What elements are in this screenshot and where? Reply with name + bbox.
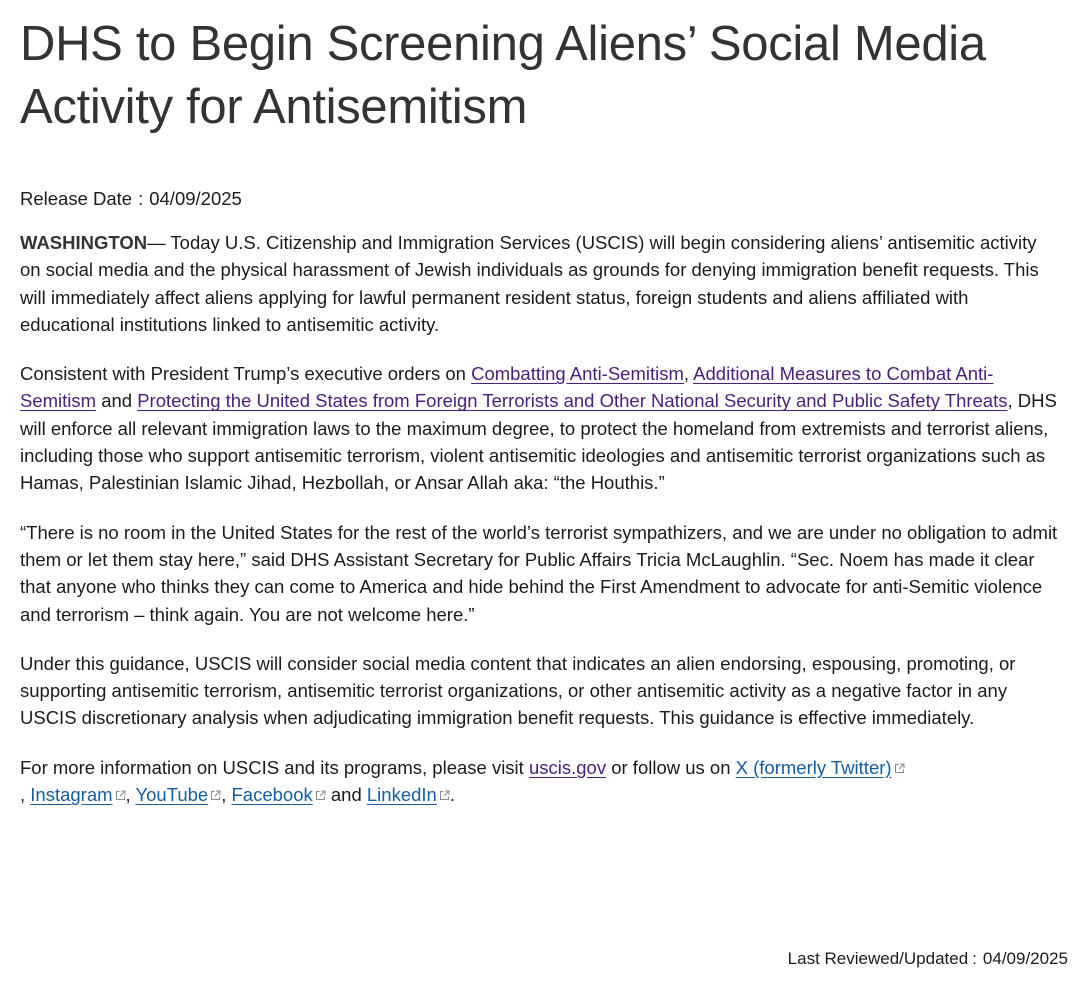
link-facebook[interactable]: Facebook (231, 784, 313, 806)
last-reviewed-date: 04/09/2025 (982, 949, 1068, 968)
paragraph-quote: “There is no room in the United States for the rest of the world’s terrorist sympathizers, and we are under no obligation to admit them or let them stay here,” said DHS Assistant Secretary for Public Affairs Tricia McLaughlin. “Sec. Noem has made it clear that anyone who thinks they can come to America and hide behind the First Amendment to advocate for anti-Semitic violence and terrorism – think again. You are not welcome here.” (20, 521, 1058, 625)
eo-text-1: Consistent with President Trump’s executive orders on (20, 363, 472, 385)
link-youtube[interactable]: YouTube (135, 784, 209, 806)
last-reviewed (788, 946, 1068, 972)
external-link-icon (894, 763, 905, 774)
info-text-3: , (20, 784, 31, 806)
link-linkedin[interactable]: LinkedIn (366, 784, 437, 806)
link-additional-measures[interactable]: Additional Measures to Combat Anti-Semitism (20, 363, 994, 412)
last-reviewed-label: Last Reviewed/Updated (787, 949, 969, 968)
external-link-icon (210, 790, 221, 801)
link-combatting-anti-semitism[interactable]: Combatting Anti-Semitism (471, 363, 684, 385)
paragraph-more-info (20, 754, 1060, 809)
paragraph-guidance: Under this guidance, USCIS will consider social media content that indicates an alien endorsing, espousing, promoting, or supporting antisemitic terrorism, antisemitic terrorist organizations, or other antisemitic activity as a negative factor in any USCIS discretionary analysis when adjudicating immigration benefit requests. This guidance is effective immediately. (20, 652, 1016, 729)
info-text-5: , (221, 784, 232, 806)
info-text-7: . (449, 784, 455, 806)
paragraph-executive-orders (20, 360, 1060, 496)
release-date-separator: : (138, 188, 144, 209)
release-date-value: 04/09/2025 (149, 188, 242, 209)
eo-text-3: and (96, 390, 138, 412)
link-x-twitter[interactable]: X (formerly Twitter) (735, 756, 892, 778)
link-protecting-the-united-states[interactable]: Protecting the United States from Foreign Terrorists and Other National Security and Public Safety Threats (137, 390, 1008, 412)
link-uscis-gov[interactable]: uscis.gov (528, 756, 607, 778)
article (20, 0, 1060, 808)
info-text-4: , (125, 784, 136, 806)
page-title: DHS to Begin Screening Aliens’ Social Media Activity for Antisemitism (20, 17, 986, 134)
info-text-1: For more information on USCIS and its programs, please visit (20, 756, 529, 778)
paragraph-intro (20, 229, 1060, 338)
release-date-row (20, 185, 1060, 212)
info-text-2: or follow us on (606, 756, 736, 778)
external-link-icon (115, 790, 126, 801)
link-instagram[interactable]: Instagram (30, 784, 113, 806)
eo-text-2: , (683, 363, 694, 385)
external-link-icon (315, 790, 326, 801)
eo-text-4: , DHS will enforce all relevant immigration laws to the maximum degree, to protect the homeland from extremists and terrorist aliens, including those who support antisemitic terrorism, violent antisemitic ideologies and antisemitic terrorist organizations such as Hamas, Palestinian Islamic Jihad, Hezbollah, or Ansar Allah aka: “the Houthis.” (20, 390, 1057, 494)
dateline: WASHINGTON (20, 232, 148, 253)
intro-text: — Today U.S. Citizenship and Immigration Services (USCIS) will begin considering aliens’ antisemitic activity on social media and the physical harassment of Jewish individuals as grounds for denying immigration benefit requests. This will immediately affect aliens applying for lawful permanent resident status, foreign students and aliens affiliated with educational institutions linked to antisemitic activity. (20, 232, 1039, 335)
release-date-label: Release Date (20, 188, 133, 209)
last-reviewed-separator: : (972, 949, 977, 968)
info-text-6: and (325, 784, 367, 806)
external-link-icon (439, 790, 450, 801)
